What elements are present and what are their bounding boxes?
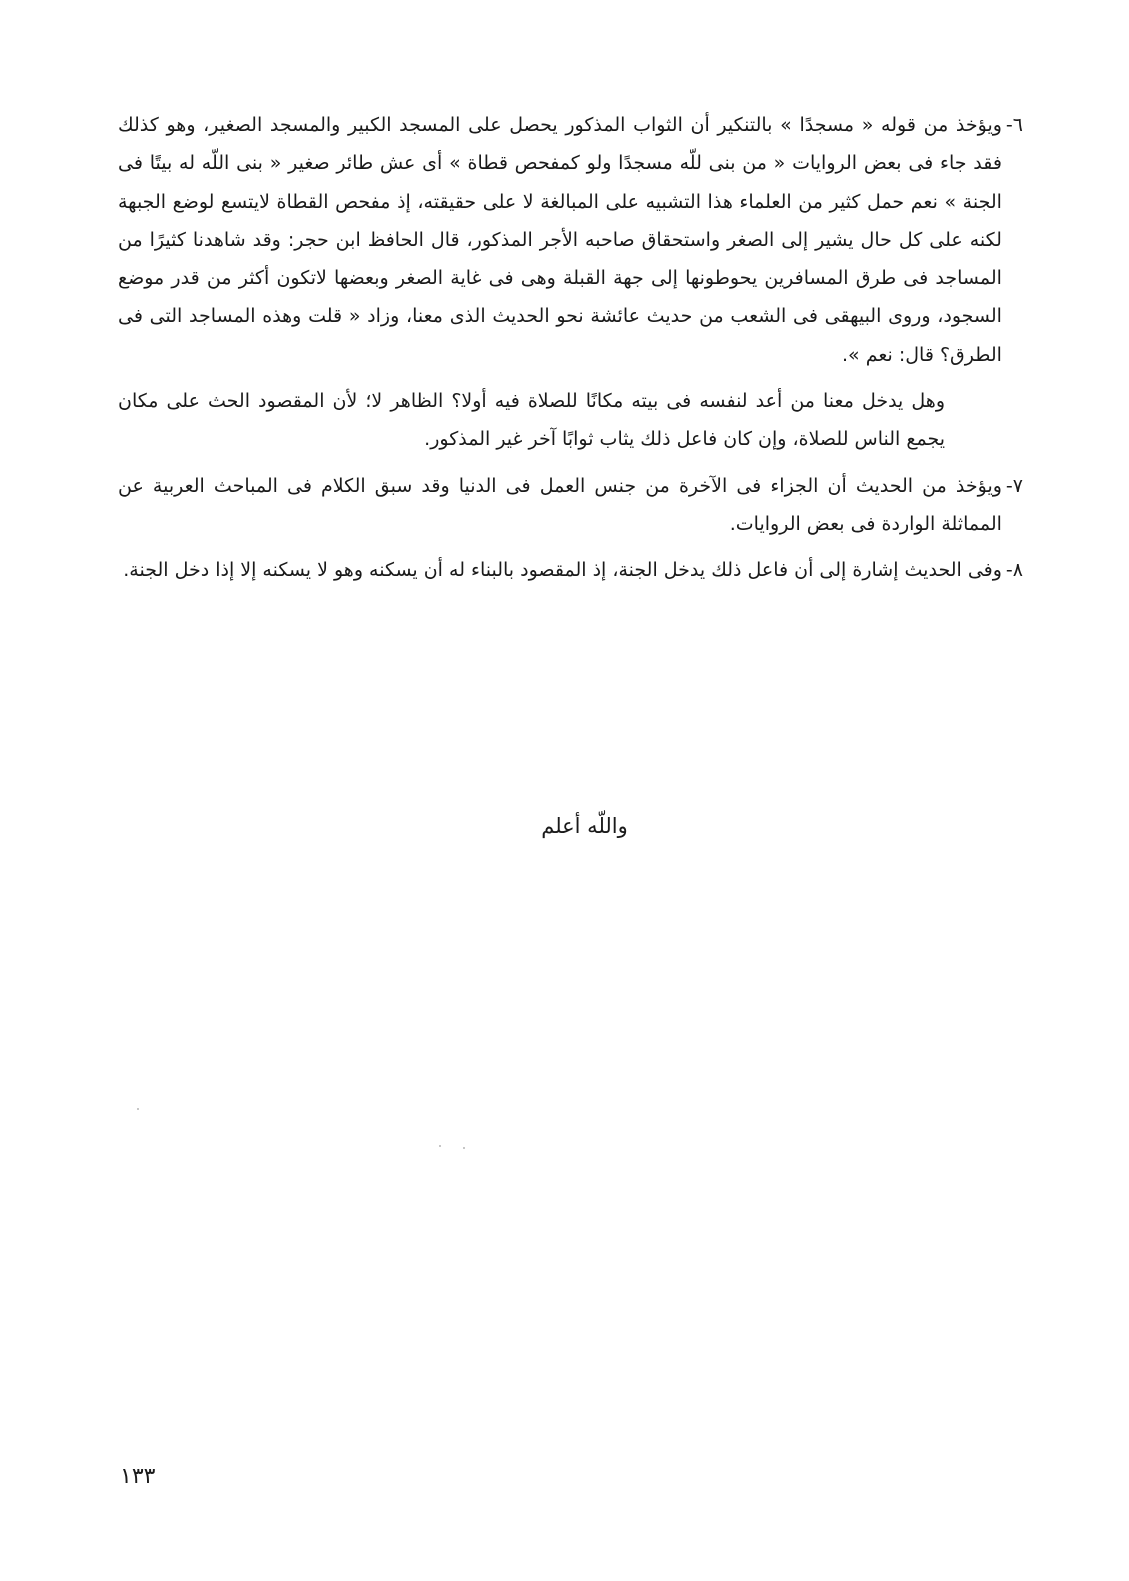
item-number: ٦- [1005, 114, 1023, 136]
closing-phrase: واللّه أعلم [541, 814, 628, 838]
scan-speck [463, 1147, 465, 1149]
scan-speck [439, 1145, 441, 1147]
item-text: وفى الحديث إشارة إلى أن فاعل ذلك يدخل الجنة، إذ المقصود بالبناء له أن يسكنه وهو لا يسكنه إلا إذا دخل الجنة. [123, 559, 1002, 582]
list-item-7 [118, 467, 1023, 544]
list-item-6 [118, 106, 1023, 374]
page-number: ١٣٣ [120, 1464, 156, 1489]
body-text [118, 106, 1023, 598]
item-text: ويؤخذ من قوله « مسجدًا » بالتنكير أن الثواب المذكور يحصل على المسجد الكبير والمسجد الصغير، وهو كذلك فقد جاء فى بعض الروايات « من بنى للّه مسجدًا ولو كمفحص قطاة » أى عش طائر صغير « بنى اللّه له بيتًا فى الجنة » نعم حمل كثير من العلماء هذا التشبيه على المبالغة لا على حقيقته، إذ مفحص القطاة لايتسع لوضع الجبهة لكنه على كل حال يشير إلى الصغر واستحقاق صاحبه الأجر المذكور، قال الحافظ ابن حجر: وقد شاهدنا كثيرًا من المساجد فى طرق المسافرين يحوطونها إلى جهة القبلة وهى فى غاية الصغر وبعضها لاتكون أكثر من قدر موضع السجود، وروى البيهقى فى الشعب من حديث عائشة نحو الحديث الذى معنا، وزاد « قلت وهذه المساجد التى فى الطرق؟ قال: نعم ». [118, 114, 1002, 366]
scan-speck [137, 1108, 139, 1110]
list-item-8 [118, 551, 1023, 589]
item-text: ويؤخذ من الحديث أن الجزاء فى الآخرة من جنس العمل فى الدنيا وقد سبق الكلام فى المباحث العربية عن المماثلة الواردة فى بعض الروايات. [118, 474, 1002, 535]
paragraph-question: وهل يدخل معنا من أعد لنفسه فى بيته مكانًا للصلاة فيه أولا؟ الظاهر لا؛ لأن المقصود الحث على مكان يجمع الناس للصلاة، وإن كان فاعل ذلك يثاب ثوابًا آخر غير المذكور. [118, 390, 945, 451]
item-number: ٨- [1005, 559, 1023, 582]
item-number: ٧- [1005, 474, 1023, 497]
